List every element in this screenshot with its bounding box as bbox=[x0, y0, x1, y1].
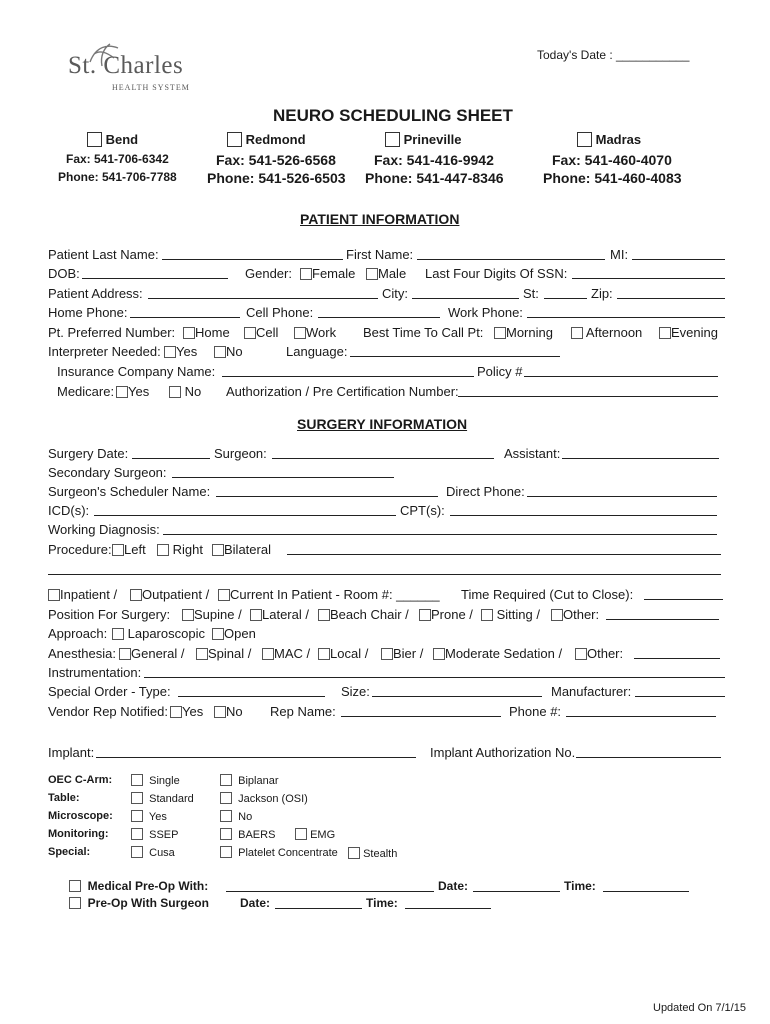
rep-name-label: Rep Name: bbox=[270, 704, 336, 719]
anesthesia-other-field[interactable] bbox=[634, 658, 720, 659]
madras-checkbox[interactable] bbox=[577, 132, 592, 147]
general-checkbox[interactable] bbox=[119, 648, 131, 660]
location-phone: Phone: 541-526-6503 bbox=[207, 170, 346, 186]
interpreter-yes-label: Yes bbox=[176, 344, 198, 359]
surgeon-field[interactable] bbox=[272, 458, 494, 459]
anesthesia-other-checkbox[interactable] bbox=[575, 648, 587, 660]
first-name-field[interactable] bbox=[417, 259, 605, 260]
language-field[interactable] bbox=[350, 356, 560, 357]
anesthesia-other-label: Other: bbox=[587, 646, 624, 661]
surgeon-preop-checkbox[interactable] bbox=[69, 897, 81, 909]
authorization-label: Authorization / Pre Certification Number: bbox=[226, 384, 459, 399]
cpt-label: CPT(s): bbox=[400, 503, 445, 518]
instrumentation-field[interactable] bbox=[144, 677, 725, 678]
evening-label: Evening bbox=[671, 325, 718, 340]
lateral-label: Lateral / bbox=[262, 607, 309, 622]
vendor-yes-checkbox[interactable] bbox=[170, 706, 182, 718]
afternoon-checkbox[interactable] bbox=[571, 327, 583, 339]
jackson-checkbox[interactable] bbox=[220, 792, 232, 804]
interpreter-label: Interpreter Needed: bbox=[48, 344, 161, 359]
single-checkbox[interactable] bbox=[131, 774, 143, 786]
secondary-surgeon-field[interactable] bbox=[172, 477, 394, 478]
direct-phone-field[interactable] bbox=[527, 496, 717, 497]
approach-label: Approach: bbox=[48, 626, 108, 641]
language-label: Language: bbox=[286, 344, 348, 359]
pref-work-checkbox[interactable] bbox=[294, 327, 306, 339]
biplanar-checkbox[interactable] bbox=[220, 774, 232, 786]
biplanar-label: Biplanar bbox=[238, 775, 279, 787]
spinal-label: Spinal / bbox=[208, 646, 252, 661]
position-other-label: Other: bbox=[563, 607, 600, 622]
implant-label: Implant: bbox=[48, 745, 95, 760]
vendor-rep-label: Vendor Rep Notified: bbox=[48, 704, 168, 719]
procedure-label: Procedure: bbox=[48, 542, 112, 557]
size-label: Size: bbox=[341, 684, 370, 699]
vendor-no-checkbox[interactable] bbox=[214, 706, 226, 718]
gender-label: Gender: bbox=[245, 266, 292, 281]
female-checkbox[interactable] bbox=[300, 268, 312, 280]
procedure-bilateral-label: Bilateral bbox=[224, 542, 271, 557]
laparoscopic-label: Laparoscopic bbox=[127, 626, 205, 641]
current-inpatient-checkbox[interactable] bbox=[218, 589, 230, 601]
zip-label: Zip: bbox=[591, 286, 613, 301]
table-label: Table: bbox=[48, 792, 80, 804]
manufacturer-field[interactable] bbox=[635, 696, 725, 697]
medicare-label: Medicare: bbox=[57, 384, 115, 399]
interpreter-no-checkbox[interactable] bbox=[214, 346, 226, 358]
monitoring-label: Monitoring: bbox=[48, 828, 109, 840]
prone-checkbox[interactable] bbox=[419, 609, 431, 621]
rep-phone-label: Phone #: bbox=[509, 704, 562, 719]
mac-checkbox[interactable] bbox=[262, 648, 274, 660]
insurance-label: Insurance Company Name: bbox=[57, 364, 216, 379]
moderate-sedation-checkbox[interactable] bbox=[433, 648, 445, 660]
scheduler-name-field[interactable] bbox=[216, 496, 438, 497]
policy-field[interactable] bbox=[524, 376, 718, 377]
rep-phone-field[interactable] bbox=[566, 716, 716, 717]
medical-preop-date-field[interactable] bbox=[473, 891, 560, 892]
beach-chair-checkbox[interactable] bbox=[318, 609, 330, 621]
platelet-checkbox[interactable] bbox=[220, 846, 232, 858]
baers-checkbox[interactable] bbox=[220, 828, 232, 840]
location-name: Madras bbox=[595, 132, 642, 147]
location-phone: Phone: 541-460-4083 bbox=[543, 170, 682, 186]
implant-auth-label: Implant Authorization No. bbox=[430, 745, 576, 760]
standard-label: Standard bbox=[149, 793, 194, 805]
procedure-left-label: Left bbox=[124, 542, 146, 557]
beach-chair-label: Beach Chair / bbox=[330, 607, 409, 622]
location-name: Redmond bbox=[245, 132, 306, 147]
logo-text: St. Charles bbox=[68, 52, 184, 79]
patient-address-label: Patient Address: bbox=[48, 286, 143, 301]
first-name-label: First Name: bbox=[346, 247, 414, 262]
bend-checkbox[interactable] bbox=[87, 132, 102, 147]
procedure-right-label: Right bbox=[172, 542, 203, 557]
pref-cell-label: Cell bbox=[256, 325, 279, 340]
assistant-field[interactable] bbox=[562, 458, 719, 459]
special-order-label: Special Order - Type: bbox=[48, 684, 171, 699]
special-label: Special: bbox=[48, 846, 91, 858]
medicare-yes-checkbox[interactable] bbox=[116, 386, 128, 398]
home-phone-field[interactable] bbox=[130, 317, 240, 318]
page-title: NEURO SCHEDULING SHEET bbox=[273, 106, 513, 125]
mi-field[interactable] bbox=[632, 259, 725, 260]
supine-checkbox[interactable] bbox=[182, 609, 194, 621]
insurance-field[interactable] bbox=[222, 376, 474, 377]
direct-phone-label: Direct Phone: bbox=[446, 484, 525, 499]
medical-preop-label: Medical Pre-Op With: bbox=[87, 879, 209, 893]
stealth-checkbox[interactable] bbox=[348, 847, 360, 859]
redmond-checkbox[interactable] bbox=[227, 132, 242, 147]
sitting-checkbox[interactable] bbox=[481, 609, 493, 621]
bier-label: Bier / bbox=[393, 646, 424, 661]
inpatient-checkbox[interactable] bbox=[48, 589, 60, 601]
implant-field[interactable] bbox=[96, 757, 416, 758]
laparoscopic-checkbox[interactable] bbox=[112, 628, 124, 640]
working-diagnosis-label: Working Diagnosis: bbox=[48, 522, 160, 537]
medical-preop-time-field[interactable] bbox=[603, 891, 689, 892]
outpatient-checkbox[interactable] bbox=[130, 589, 142, 601]
moderate-sedation-label: Moderate Sedation / bbox=[445, 646, 563, 661]
surgeon-label: Surgeon: bbox=[214, 446, 267, 461]
patient-address-field[interactable] bbox=[148, 298, 378, 299]
standard-checkbox[interactable] bbox=[131, 792, 143, 804]
surgeon-preop-time-label: Time: bbox=[366, 896, 398, 910]
single-label: Single bbox=[149, 775, 180, 787]
supine-label: Supine / bbox=[194, 607, 242, 622]
location-fax: Fax: 541-416-9942 bbox=[374, 152, 494, 168]
jackson-label: Jackson (OSI) bbox=[238, 793, 308, 805]
emg-checkbox[interactable] bbox=[295, 828, 307, 840]
assistant-label: Assistant: bbox=[504, 446, 561, 461]
interpreter-no-label: No bbox=[226, 344, 243, 359]
interpreter-yes-checkbox[interactable] bbox=[164, 346, 176, 358]
state-label: St: bbox=[523, 286, 539, 301]
position-label: Position For Surgery: bbox=[48, 607, 171, 622]
medical-preop-time-label: Time: bbox=[564, 879, 596, 893]
medicare-no-checkbox[interactable] bbox=[169, 386, 181, 398]
pref-home-label: Home bbox=[195, 325, 230, 340]
time-required-field[interactable] bbox=[644, 599, 723, 600]
prineville-checkbox[interactable] bbox=[385, 132, 400, 147]
city-field[interactable] bbox=[412, 298, 519, 299]
cell-phone-field[interactable] bbox=[318, 317, 440, 318]
city-label: City: bbox=[382, 286, 408, 301]
icd-field[interactable] bbox=[94, 515, 396, 516]
location-phone: Phone: 541-706-7788 bbox=[58, 170, 177, 184]
location-phone: Phone: 541-447-8346 bbox=[365, 170, 504, 186]
afternoon-label: Afternoon bbox=[585, 325, 643, 340]
local-label: Local / bbox=[330, 646, 369, 661]
microscope-no-label: No bbox=[238, 811, 253, 823]
outpatient-label: Outpatient / bbox=[142, 587, 210, 602]
zip-field[interactable] bbox=[617, 298, 725, 299]
size-field[interactable] bbox=[372, 696, 542, 697]
cusa-checkbox[interactable] bbox=[131, 846, 143, 858]
morning-label: Morning bbox=[506, 325, 553, 340]
position-other-field[interactable] bbox=[606, 619, 719, 620]
morning-checkbox[interactable] bbox=[494, 327, 506, 339]
location-name: Bend bbox=[105, 132, 139, 147]
work-phone-field[interactable] bbox=[527, 317, 725, 318]
location-fax: Fax: 541-460-4070 bbox=[552, 152, 672, 168]
emg-label: EMG bbox=[310, 829, 336, 841]
patient-last-name-label: Patient Last Name: bbox=[48, 247, 159, 262]
dob-label: DOB: bbox=[48, 266, 80, 281]
pref-work-label: Work bbox=[306, 325, 337, 340]
microscope-yes-checkbox[interactable] bbox=[131, 810, 143, 822]
procedure-field-line2[interactable] bbox=[48, 574, 721, 575]
preferred-number-label: Pt. Preferred Number: bbox=[48, 325, 176, 340]
open-label: Open bbox=[224, 626, 256, 641]
platelet-label: Platelet Concentrate bbox=[238, 847, 338, 859]
medical-preop-checkbox[interactable] bbox=[69, 880, 81, 892]
anesthesia-label: Anesthesia: bbox=[48, 646, 116, 661]
work-phone-label: Work Phone: bbox=[448, 305, 523, 320]
pref-cell-checkbox[interactable] bbox=[244, 327, 256, 339]
mac-label: MAC / bbox=[274, 646, 311, 661]
medical-preop-date-label: Date: bbox=[438, 879, 469, 893]
prone-label: Prone / bbox=[431, 607, 473, 622]
male-checkbox[interactable] bbox=[366, 268, 378, 280]
microscope-yes-label: Yes bbox=[148, 811, 167, 823]
bier-checkbox[interactable] bbox=[381, 648, 393, 660]
microscope-label: Microscope: bbox=[48, 810, 113, 822]
manufacturer-label: Manufacturer: bbox=[551, 684, 632, 699]
icd-label: ICD(s): bbox=[48, 503, 90, 518]
surgery-date-field[interactable] bbox=[132, 458, 210, 459]
cpt-field[interactable] bbox=[450, 515, 717, 516]
microscope-no-checkbox[interactable] bbox=[220, 810, 232, 822]
surgeon-preop-date-field[interactable] bbox=[275, 908, 362, 909]
patient-info-heading: PATIENT INFORMATION bbox=[300, 211, 460, 227]
time-required-label: Time Required (Cut to Close): bbox=[461, 587, 634, 602]
procedure-left-checkbox[interactable] bbox=[112, 544, 124, 556]
todays-date-label: Today's Date : ___________ bbox=[537, 48, 690, 62]
surgery-info-heading: SURGERY INFORMATION bbox=[297, 416, 468, 432]
vendor-no-label: No bbox=[226, 704, 243, 719]
spinal-checkbox[interactable] bbox=[196, 648, 208, 660]
general-label: General / bbox=[131, 646, 185, 661]
surgeon-preop-date-label: Date: bbox=[240, 896, 271, 910]
mi-label: MI: bbox=[610, 247, 629, 262]
local-checkbox[interactable] bbox=[318, 648, 330, 660]
sitting-label: Sitting / bbox=[496, 607, 540, 622]
vendor-yes-label: Yes bbox=[182, 704, 204, 719]
current-inpatient-label: Current In Patient - Room #: ______ bbox=[230, 587, 440, 602]
best-time-label: Best Time To Call Pt: bbox=[363, 325, 484, 340]
medical-preop-field[interactable] bbox=[226, 891, 434, 892]
open-checkbox[interactable] bbox=[212, 628, 224, 640]
state-field[interactable] bbox=[544, 298, 587, 299]
working-diagnosis-field[interactable] bbox=[163, 534, 717, 535]
inpatient-label: Inpatient / bbox=[60, 587, 118, 602]
evening-checkbox[interactable] bbox=[659, 327, 671, 339]
stealth-label: Stealth bbox=[363, 848, 398, 860]
location-name: Prineville bbox=[403, 132, 462, 147]
location-fax: Fax: 541-706-6342 bbox=[66, 152, 169, 166]
dob-field[interactable] bbox=[82, 278, 228, 279]
medicare-no-label: No bbox=[184, 384, 202, 399]
secondary-surgeon-label: Secondary Surgeon: bbox=[48, 465, 167, 480]
rep-name-field[interactable] bbox=[341, 716, 501, 717]
surgery-date-label: Surgery Date: bbox=[48, 446, 129, 461]
procedure-field[interactable] bbox=[287, 554, 721, 555]
scheduler-name-label: Surgeon's Scheduler Name: bbox=[48, 484, 211, 499]
medicare-yes-label: Yes bbox=[128, 384, 150, 399]
authorization-field[interactable] bbox=[458, 396, 718, 397]
implant-auth-field[interactable] bbox=[576, 757, 721, 758]
oec-carm-label: OEC C-Arm: bbox=[48, 774, 113, 786]
female-label: Female bbox=[312, 266, 356, 281]
updated-date: Updated On 7/1/15 bbox=[653, 1002, 746, 1014]
patient-last-name-field[interactable] bbox=[162, 259, 343, 260]
position-other-checkbox[interactable] bbox=[551, 609, 563, 621]
lateral-checkbox[interactable] bbox=[250, 609, 262, 621]
ssep-checkbox[interactable] bbox=[131, 828, 143, 840]
surgeon-preop-time-field[interactable] bbox=[405, 908, 491, 909]
procedure-bilateral-checkbox[interactable] bbox=[212, 544, 224, 556]
cell-phone-label: Cell Phone: bbox=[246, 305, 314, 320]
ssep-label: SSEP bbox=[149, 829, 179, 841]
home-phone-label: Home Phone: bbox=[48, 305, 128, 320]
ssn-label: Last Four Digits Of SSN: bbox=[425, 266, 568, 281]
surgeon-preop-label: Pre-Op With Surgeon bbox=[87, 896, 209, 910]
special-order-field[interactable] bbox=[178, 696, 325, 697]
pref-home-checkbox[interactable] bbox=[183, 327, 195, 339]
instrumentation-label: Instrumentation: bbox=[48, 665, 142, 680]
procedure-right-checkbox[interactable] bbox=[157, 544, 169, 556]
baers-label: BAERS bbox=[238, 829, 276, 841]
cusa-label: Cusa bbox=[149, 847, 175, 859]
male-label: Male bbox=[378, 266, 407, 281]
policy-label: Policy # bbox=[477, 364, 523, 379]
logo-subtext: HEALTH SYSTEM bbox=[112, 83, 190, 92]
location-fax: Fax: 541-526-6568 bbox=[216, 152, 336, 168]
ssn-field[interactable] bbox=[572, 278, 725, 279]
